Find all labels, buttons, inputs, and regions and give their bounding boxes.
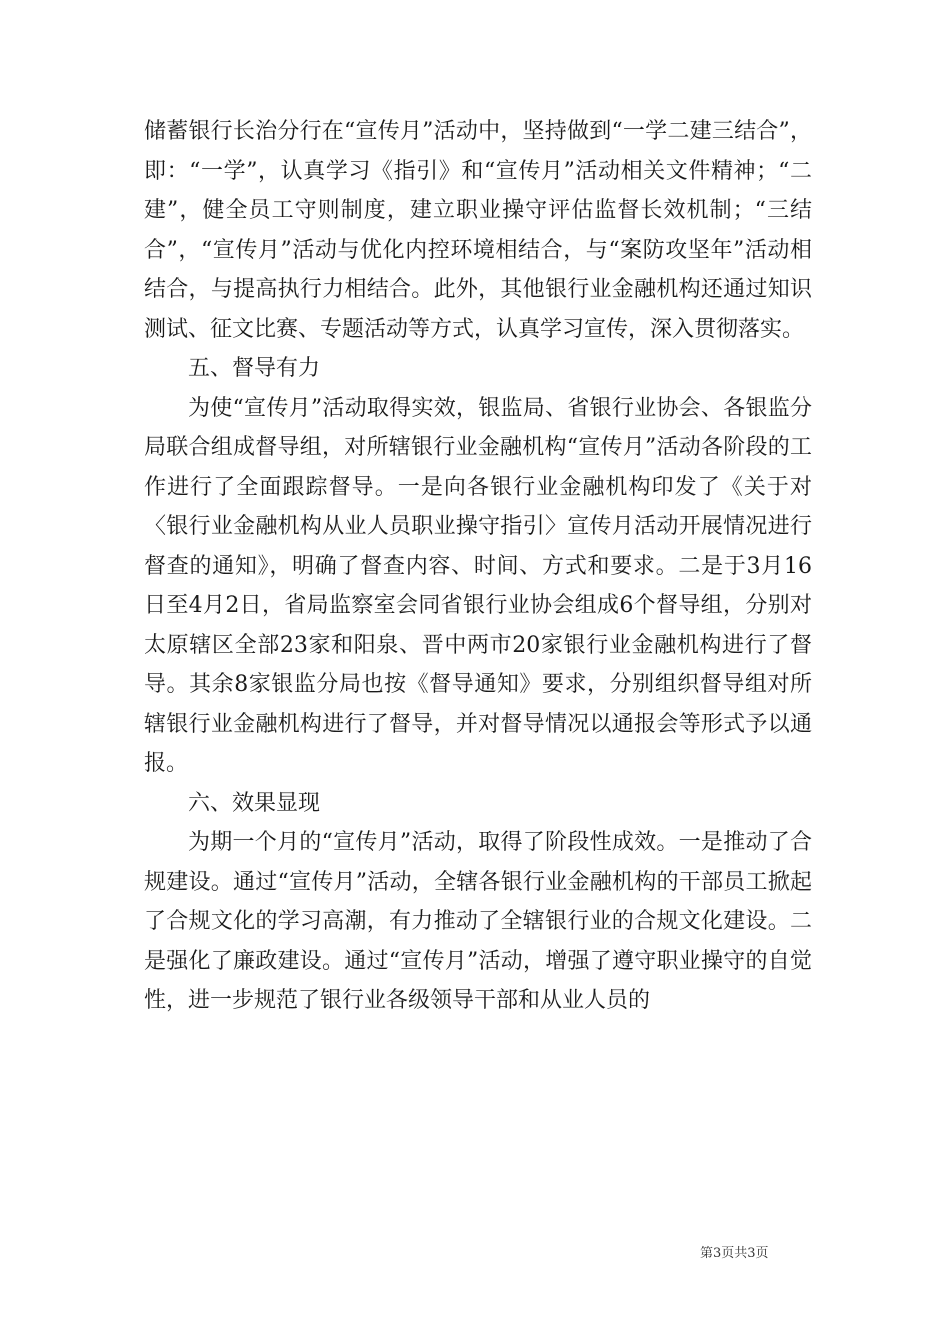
paragraph-intro: 储蓄银行长治分行在“宣传月”活动中，坚持做到“一学二建三结合”，即：“一学”，认真学习《指引》和“宣传月”活动相关文件精神；“二建”，健全员工守则制度，建立职业操守评估监督长效机制；“三结合”，“宣传月”活动与优化内控环境相结合，与“案防攻坚年”活动相结合，与提高执行力相结合。此外，其他银行业金融机构还通过知识测试、征文比赛、专题活动等方式，认真学习宣传，深入贯彻落实。	[144, 119, 812, 342]
section-heading-results: 六、效果显现	[188, 790, 321, 816]
paragraph-supervision: 为使“宣传月”活动取得实效，银监局、省银行业协会、各银监分局联合组成督导组，对所辖银行业金融机构“宣传月”活动各阶段的工作进行了全面跟踪督导。一是向各银行业金融机构印发了《关于对〈银行业金融机构从业人员职业操守指引〉宣传月活动开展情况进行督查的通知》，明确了督查内容、时间、方式和要求。二是于3月16日至4月2日，省局监察室会同省银行业协会组成6个督导组，分别对太原辖区全部23家和阳泉、晋中两市20家银行业金融机构进行了督导。其余8家银监分局也按《督导通知》要求，分别组织督导组对所辖银行业金融机构进行了督导，并对督导情况以通报会等形式予以通报。	[144, 395, 812, 776]
document-body	[144, 112, 812, 1021]
paragraph-results: 为期一个月的“宣传月”活动，取得了阶段性成效。一是推动了合规建设。通过“宣传月”活动，全辖各银行业金融机构的干部员工掀起了合规文化的学习高潮，有力推动了全辖银行业的合规文化建设。二是强化了廉政建设。通过“宣传月”活动，增强了遵守职业操守的自觉性，进一步规范了银行业各级领导干部和从业人员的	[144, 830, 812, 1013]
section-heading-supervision: 五、督导有力	[188, 356, 321, 381]
page-number-footer: 第3页共3页	[700, 1246, 769, 1261]
